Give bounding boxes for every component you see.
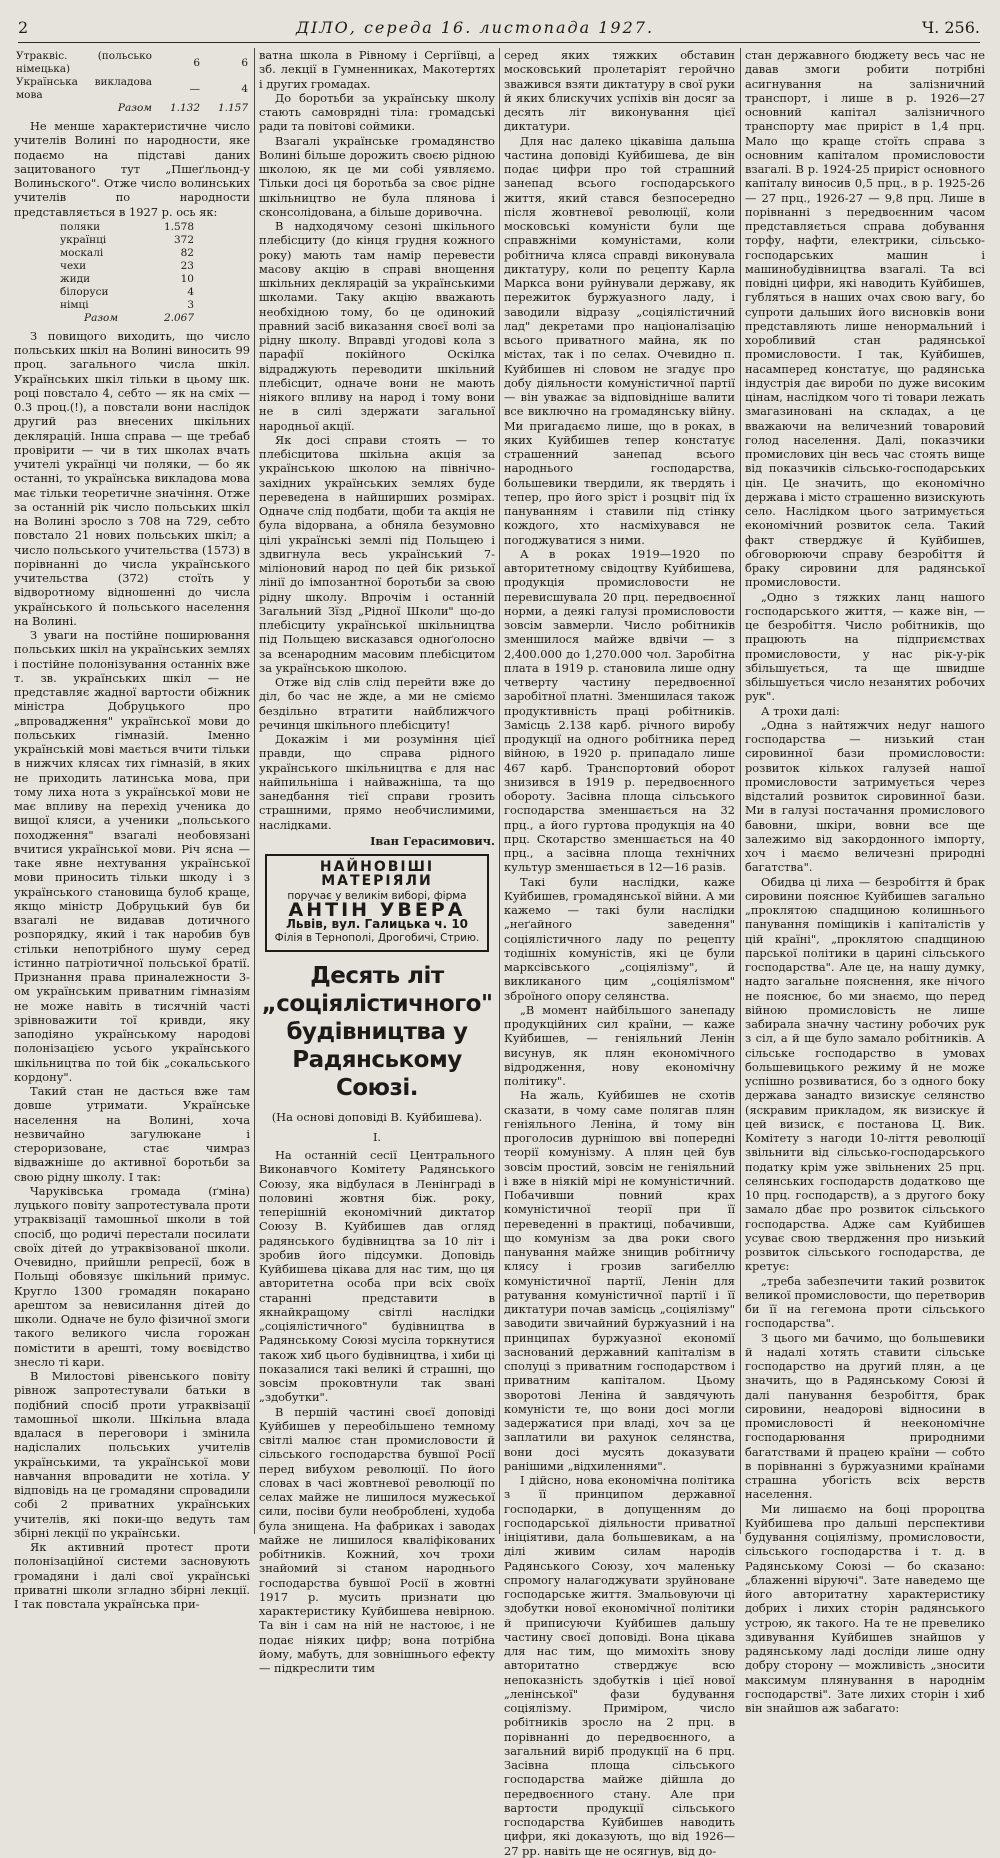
paragraph: Не менше характеристичне число учителів Волині по народности, яке подаємо на підставі даних зацитованого тут „Пшеґльонд-у Волиньского". Отже число волинських учителів по народности представляється в 1927 р. ось як:	[14, 119, 250, 219]
table-row: жиди 10	[60, 272, 194, 285]
column-1	[14, 48, 250, 1611]
ad-firm-name: АНТІН УВЕРА	[288, 898, 466, 921]
paragraph: До боротьби за українську школу стають самоврядні тіла: громадські ради та повітові соймики.	[259, 90, 495, 134]
quotation: „Одно з тяжких ланц нашого господарського життя, — каже він, — це безробіття. Число робітників, що працюють на підприємствах промисловости, у нас рік-у-рік збільшується, та ще швидше збільшується число незанятих робочих рук".	[745, 589, 985, 704]
schools-table	[14, 50, 250, 115]
ad-branches: Філія в Тернополі, Дрогобичі, Стрию.	[274, 932, 480, 945]
quotation: „В момент найбільшого занепаду продукційних сил країни, — каже Куйбишев, — геніяльний Ленін висунув, як плян економічного відродження, нову економічну політику".	[504, 1002, 735, 1088]
table-row: чехи 23	[60, 259, 194, 272]
issue-number: Ч. 256.	[921, 18, 980, 37]
masthead	[18, 18, 980, 43]
page-number: 2	[18, 18, 29, 37]
paragraph: Для нас далеко цікавіша дальша частина доповіді Куйбишева, де він подає цифри про той страшний занепад всього господарського життя, який стався безпосередно після жовтневої революції, коли московські комуністи були ще справжніми комуністами, коли робітнича кляса справді виконувала диктатуру, коли по рецепту Карла Маркса вони руйнували державу, як пережиток буржуазного ладу, і заводили відразу „соціялістичний лад" декретами про націоналізацію всього приватного майна, як по містах, так і по селах. Очевидно п. Куйбишев ні словом не згадує про добу діяльности комуністичної партії — він уважає за відповідніше валити все виключно на громадянську війну. Ми пригадаємо лише, що в роках, в яких Куйбишев тепер констатує страшенний занепад всього народнього господарства, большевики твердили, як твердять і тепер, про його зріст і розцвіт під їх пануванням і ставили під стінку кождого, хто насміхувався не погоджуватися з ними.	[504, 133, 735, 547]
advertisement	[265, 854, 489, 952]
column-4	[745, 48, 985, 1715]
table-row: білоруси 4	[60, 285, 194, 298]
paragraph: З повищого виходить, що число польських шкіл на Волині виносить 99 проц. загального числа шкіл. Українських шкіл тільки в цьому шк. році повстало 4, себто — як на сміх — 0.3 проц.(!), а повстали вони наслідок другий раз внесених шкільних деклярацій. Інша справа — ще требаб провірити — чи в тих школах вчать учителі українці чи поляки, — бо як останні, то українська викладова мова має тільки теоретичне значіння. Отже за останній рік число польських шкіл на Волині зросло з 708 на 729, себто повстало 21 нових польських шкіл; а число польського учительства (1573) в порівнанні до числа українського учительства (372) стоїть у відворотному відношенні до числа українського й польського населення на Волині.	[14, 328, 250, 628]
column-rule	[499, 48, 500, 1534]
table-row: поляки 1.578	[60, 220, 194, 233]
column-3	[504, 48, 735, 1858]
paragraph: стан державного бюджету весь час не давав змоги робити потрібні асигнування на залізничний транспорт, і лише в р. 1926—27 основний капітал залізничного транспорту має приріст в 1,4 прц. Мало що краще стоїть справа з основним капіталом промисловости взагалі. В р. 1924-25 приріст основного капіталу виносив 0,5 прц., в р. 1925-26 — 27 прц., 1926-27 — 9,8 прц. Лише в порівнанні з передвоєнним часом представляється справа добування торфу, нафти, електрики, сільсько-господарських машин і машинобудівництва взагалі. Та всі повідні цифри, які наводить Куйбишев, губляться в наших очах свою вагу, бо супроти дальших його висновків вони представляють лише ненормальний і хоробливий стан радянської промисловости. І так, Куйбишев, насамперед констатує, що радянська індустрія дає вироби по дуже високим цінам, наслідком чого ті товари лежать змагазиновані на складах, а це вважаючи на величезний товаровий голод населення. Далі, показчики промислових цін весь час стоять вище від показчиків сільсько-господарських цін. Це значить, що економічно держава і місто страшенно визискують село. Наслідком цього затримується економічний розвиток села. Такий факт стверджує й Куйбишев, обговорюючи справу безробіття й браку сировини для радянської промисловости.	[745, 48, 985, 590]
paragraph: З уваги на постійне поширювання польських шкіл на українських землях і постійне полонізування останніх вже т. зв. українських шкіл — не представляє жадної вартости обіжник міністра Добруцького про „впровадження" української мови до польських гімназій. Іменно українській мові мається вчити тільки в нижчих клясах тих гімназій, в яких не приходить латинська мова, при тому лиха нота з української мови не має впливу на перехід ученика до вищої кляси, а ученики „польського походження" взагалі необовязані вчитися української мови. Річ ясна — таке явне нехтування української мови приносить тільки шкоду і з українського становища булоб краще, якщо міністр Добруцький був би взагалі не видавав дотичного розпорядку, який і так наробив був стільки непотрібного шуму серед істинно патріотичної польської братії. Признання права приналежности 3-ом українським приватним гімназіям не може навіть в тисячній часті зрівноважити тої кривди, яку заподіяно українському народові полонізацією усього українського шкільництва по той бік „сокальського кордону".	[14, 628, 250, 1084]
paragraph: В першій частині своєї доповіді Куйбишев у переобільшено темному світлі малює стан промисловости й сільського господарства бувшої Росії перед вибухом революції. По його словах в часі жовтневої революції по селах майже не лишилося мужеської сили, посіви були необроблені, худоба була знищена. На фабриках і заводах майже не лишилося кваліфікованих робітників. Кожний, хоч трохи знайомий зі станом народнього господарства бувшої Росії в жовтні 1917 р. мусить признати цю характеристику Куйбишева невірною. Та він і сам на ній не настоює, і не подає ніяких цифр; вона потрібна йому, мабуть, для зовнішнього ефекту — підкреслити тим	[259, 1404, 495, 1675]
table-row: Утраквіс. (польсько німецька) 6 6	[16, 50, 248, 75]
ad-text: поручає у великім виборі, фірма	[287, 889, 467, 902]
table-row-total: Разом 1.132 1.157	[117, 102, 248, 114]
article-subheadline: (На основі доповіді В. Куйбишева).	[271, 1109, 483, 1124]
author-signature: Іван Герасимович.	[370, 833, 495, 848]
paragraph: ватна школа в Рівному і Сергіївці, а зб. лекції в Гумненниках, Макотертях і других громадах.	[259, 48, 495, 91]
paragraph: серед яких тяжких обставин московський пролетаріят геройчно зважився взяти диктатуру в свої руки й яких блискучих успіхів він досяг за десять літ виконування цієї диктатури.	[504, 48, 735, 134]
paragraph: Як досі справи стоять — то плебісцитова шкільна акція за українською школою на північно-західних українських землях буде переведена в найширших розмірах. Одначе слід подбати, щоби та акція не була відорвана, а обняла безумовно цілі українські землі під Польщею і здвигнула весь український 7-міліоновий народ по цей бік ризької лінії до імпозантної боротьби за свою рідну школу. Впрочім і останній Загальний Зїзд „Рідної Школи" що-до плебісциту української шкільництва під Польщею висказався одноґолосно за всенародним масовим плебісцитом за українською школою.	[259, 432, 495, 675]
teachers-nationality-table	[14, 221, 250, 325]
table-row: Українська викладова мова — 4	[16, 76, 248, 101]
column-rule	[740, 48, 741, 1534]
paragraph: Взагалі українське громадянство Волині більше дорожить своєю рідною школою, як це ми собі уявляємо. Тільки досі ця боротьба за своє рідне шкільництво не була плянова і сконсолідована, а більше доривочна.	[259, 133, 495, 219]
table-row: українці 372	[60, 233, 194, 246]
paragraph: Ми лишаємо на боці пророцтва Куйбишева про дальші перспективи будування соціялізму, промисловости, сільського господарства і т. д. в Радянському Союзі — бо сказано: „блаженні віруючі". Зате наведемо ще його авторитатну характеристику добрих і лихих сторін радянського устрою, як такого. На те не превелико здивування Куйбишев знайшов у радянському ладі досліди лише одну добру сторону — можливість „зносити максимум плянування в народнім господарстві". Зате лихих сторін і хиб він знайшов аж забагато:	[745, 1501, 985, 1715]
table-row: москалі 82	[60, 246, 194, 259]
paragraph: Як активний протест проти полонізаційної системи засновують громадяни і далі свої українські приватні школи згладно збірні лекції. І так повстала українська при-	[14, 1540, 250, 1611]
paragraph: На жаль, Куйбишев не схотів сказати, в чому саме полягав плян геніяльного Леніна, й тому він проголосив дурнішою вві попередні теорії комунізму. А плян цей був зовсім простий, зовсім не геніяльний і вже в ніякій мірі не комуністичний. Побачивши повний крах комуністичної теорії при її переведенні в практиці, побачивши, що комунізм за два роки свого панування майже знищив робітничу клясу і грозив загибеллю комуністичної партії, Ленін для ратування комуністичної партії і її диктатури почав замісць „соціялізму" заводити звичайний буржуазний і на принципах буржуазної економії заснований державний капіталізм в сполуці з приватним господарством і приватним капіталом. Цьому зворотові Леніна й завдячують комуністи те, що вони досі могли задержатися при владі, хоч за це заплатили ви рахунок селянства, вони досі мусять доказувати ранішими „відхиленнями".	[504, 1088, 735, 1473]
table-row: німці 3	[60, 298, 194, 311]
article-headline: Десять літ „соціялістичного" будівництва у Радянському Союзі.	[261, 962, 493, 1101]
paragraph: Докажім і ми розуміння цієї правди, що справа рідного українського шкільництва є для нас найпильніша і найважніша, та що занедбання тієї справи грозить страшними, прямо необчислимими, наслідками.	[259, 732, 495, 832]
paragraph: Такі були наслідки, каже Куйбишев, громадянської війни. А ми кажемо — такі були наслідки „неґайного заведення" соціялістичного ладу по рецепту тодішніх комуністів, які це були марксівського „соціялізму", й викликаного цим „соціялізмом" зброїного опору селянства.	[504, 874, 735, 1003]
paragraph: І дійсно, нова економічна політика з її принципом державної господарки, в допущенням до господарської діяльности приватної ініціятиви, дала большевикам, а на ділі живим силам народів Радянського Союзу, хоч маленьку спромогу налагоджувати зруйноване господарське життя. Змальовуючи ці здобутки нової економічної політики й приписуючи Куйбишев дальшу частину своєї доповіді. Вона цікава для нас тим, що мимохіть знову авторитатно стверджує всю непоказність здобутків і цієї нової „ленінської" фази будування соціялізму. Приміром, число робітників зросло на 2 прц. в порівнанні до передвоєнного, а загальний виріб продукції на 6 прц. Засівна площа сільського господарства майже дійшла до передвоєнного стану. Але при вартости продукції сільського господарства Куйбишев наводить цифри, які доказують, що від 1926—27 рр. навіть ще не осягнув, від до-	[504, 1473, 735, 1858]
paragraph: На останній сесії Центрального Виконавчого Комітету Радянського Союзу, яка відбулася в Ленінграді в половині жовтня біж. року, теперішній економічний диктатор Союзу В. Куйбишев дав огляд радянського будівництва за 10 літ і зробив його підсумки. Доповідь Куйбишева цікава для нас тим, що ця авторитетна особа при всіх своїх старанні представити в якнайкращому світлі наслідки „соціялістичного" будівництва в Радянському Союзі мусіла торкнутися також хиб цього будівництва, і хиби ці показалися такі великі й страшні, що зовсім проковтнули так звані „здобутки".	[259, 1148, 495, 1405]
paragraph: А в роках 1919—1920 по авторитетному свідоцтву Куйбишева, продукція промисловости не перевисшувала 20 прц. передвоєнної норми, а деякі галузі промисловости зовсім завмерли. Число робітників зменшилося майже вдвічи — з 2,400.000 до 1,270.000 чол. Заробітна плата в 1919 р. становила лише одну четверту частину передвоєнної заробітної платні. Зменшилася також продуктивність праці робітників. Замісць 2.138 карб. річного виробу продукції на одного робітника перед війною, в 1920 р. припадало лише 467 карб. Транспортовий оборот знизився в 1919 р. передвоєнного обороту. Засівна площа сільського господарства зменшається на 32 прц., а його гуртова продукція на 40 прц. Скотарство зменшається на 40 прц., а засівна площа технічних культур зменшається в 12—16 разів.	[504, 546, 735, 875]
quotation: „Одна з найтяжчих недуг нашого господарства — низький стан сировинної бази промисловости: розвиток кількох галузей нашої промисловости затримується через відсталий розвиток сировинної бази. Ми в галузі постачання промислового бавовни, шкіри, вовни все ще залежимо від закордонного імпорту, хоч і маємо величезні природні багатства".	[745, 717, 985, 875]
paragraph: З цього ми бачимо, що большевики й надалі хотять ставити сільське господарство на другий плян, а це значить, що в Радянському Союзі й далі панування безробіття, брак сировини, неадорові відносини в промисловості й неекономічне господарювання природними багатствами й працею країни — собто в порівнанні з буржуазними країнами страшна убогість всіх верств населення.	[745, 1330, 985, 1502]
paragraph: Отже від слів слід перейти вже до діл, бо час не жде, а ми не сміємо бездільно втратити найближчого речинця шкільного плебісциту!	[259, 675, 495, 732]
paragraph: Обидва ці лиха — безробіття й брак сировини пояснює Куйбишев загально „проклятою спадщиною колишнього панування поміщиків і капіталістів у цій країні", „проклятою спадщиною парської політики в царині сільського господарства". Але це, на нашу думку, надто загальне пояснення, яке нічого не пояснює, бо ми знаємо, що перед війною промисловість не лише забирала значну частину робочих рук з сіл, а й ще було замало робітників. А сільське господарство в умовах большевицького режиму й не може успішно розвиватися, бо з одного боку держава занадто визискує селянство (яскравим прикладом, як визискує й цей визиск, є постанова Ц. Вик. Комітету з нагоди 10-ліття революції звільнити від сільсько-господарського податку крім уже звільнених 25 прц. селянських господарств додатково ще 10 прц. господарств), а з другого боку замало дбає про розвиток сільського господарства. Адже сам Куйбишев усуває свою твердження про низький розвиток сільського господарства, де кретує:	[745, 874, 985, 1274]
paragraph: Такий стан не дасться вже там довше утримати. Українське населення на Волині, хоча незвичайно загулюкане і стероризоване, стає чимраз відважніше до активної боротьби за свою рідну школу. І так:	[14, 1084, 250, 1184]
ad-headline: НАЙНОВІШІ МАТЕРІЯЛИ	[319, 859, 435, 890]
column-rule	[254, 48, 255, 1534]
paragraph: Чаруківська громада (ґміна) луцького повіту запротестувала проти утраквізації тамошньої школи в той спосіб, що родичі перестали посилати своїх дітей до утраквізованої школи. Очевидно, прийшли репресії, бож в Польщі обовязує шкільний примус. Кругло 1300 громадян покарано арештом за невисилання дітей до школи. Одначе не було фізичної змоги такого великого числа горожан помістити в арешті, тому воєвідство знесло ті кари.	[14, 1183, 250, 1369]
newspaper-title-date: ДІЛО, середа 16. листопада 1927.	[295, 18, 655, 37]
paragraph: А трохи далі:	[761, 703, 840, 718]
quotation: „треба забезпечити такий розвиток великої промисловости, що перетворив би її на гегемона проти сільського господарства".	[745, 1273, 985, 1331]
section-number: I.	[372, 1129, 382, 1144]
paragraph: В надходячому сезоні шкільного плебісциту (до кінця грудня кожного року) мають там намір перевести масову акцію в справі внощення шкільних деклярацій за українськими школами. Таку акцію вважають необхідною тому, бо це одинокий правний засіб виказання своєї волі за рідну школу. Вправді угодові кола з парафії покійного Оскілка відраджують переводити шкільний плебісцит, одначе вони не мають ніякого впливу на народ і тому вони не в силі здержати загальної народньої акції.	[259, 219, 495, 433]
ad-address: Львів, вул. Галицька ч. 10	[285, 917, 469, 931]
paragraph: В Милостові рівенського повіту рівнож запротестували батьки в подібний спосіб проти утраквізації тамошньої школи. Шкільна влада вдалася в переговори і змінила надіслалих польських учителів українськими, та української мови навчання впровадити не хотіла. У відповідь на це громадяни спровадили собі 2 приватних українських учителів, які поки-що ведуть там збірні лекції по українськи.	[14, 1369, 250, 1540]
table-row-total: Разом 2.067	[84, 311, 194, 324]
column-2	[259, 48, 495, 1675]
